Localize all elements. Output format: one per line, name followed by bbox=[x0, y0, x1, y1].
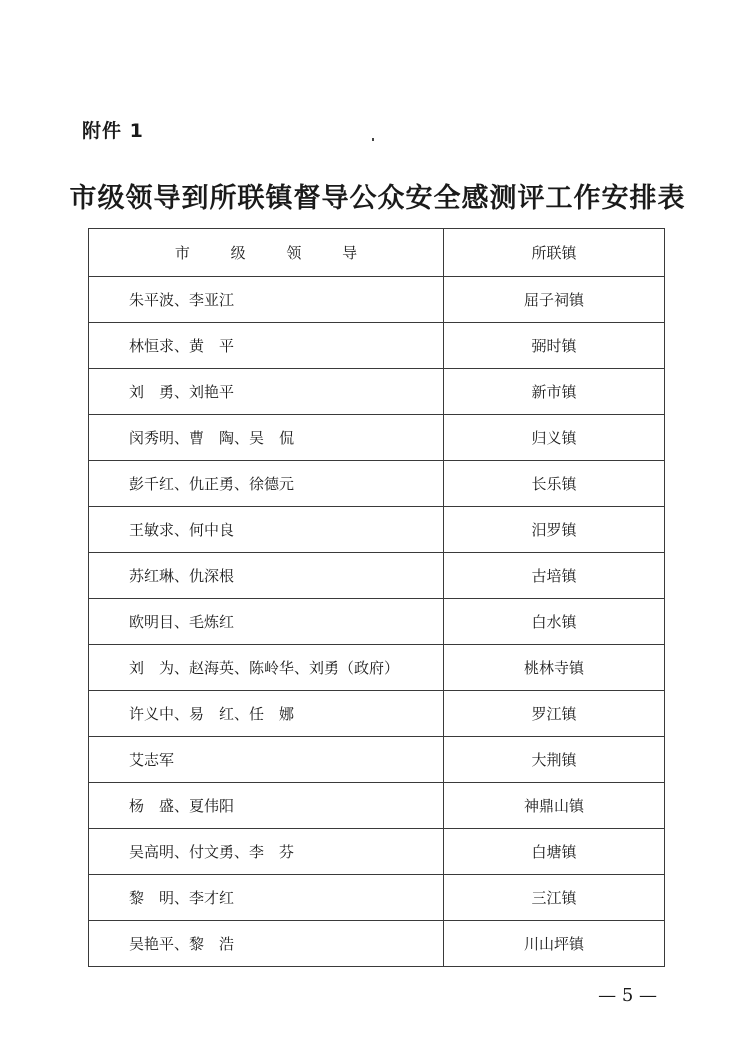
header-linked-town: 所联镇 bbox=[444, 229, 665, 277]
document-title: 市级领导到所联镇督导公众安全感测评工作安排表 bbox=[69, 183, 686, 214]
table-row bbox=[89, 323, 665, 369]
leader-names-cell: 彭千红、仇正勇、徐德元 bbox=[89, 461, 444, 507]
town-cell: 弼时镇 bbox=[444, 323, 665, 369]
page-number: — 5 — bbox=[598, 985, 657, 1006]
town-cell: 新市镇 bbox=[444, 369, 665, 415]
table-row bbox=[89, 369, 665, 415]
town-cell: 神鼎山镇 bbox=[444, 783, 665, 829]
town-cell: 屈子祠镇 bbox=[444, 277, 665, 323]
town-cell: 汨罗镇 bbox=[444, 507, 665, 553]
table-row bbox=[89, 921, 665, 967]
table-row bbox=[89, 599, 665, 645]
table-row bbox=[89, 553, 665, 599]
leader-names-cell: 许义中、易 红、任 娜 bbox=[89, 691, 444, 737]
table-row bbox=[89, 507, 665, 553]
town-cell: 归义镇 bbox=[444, 415, 665, 461]
leader-names-cell: 王敏求、何中良 bbox=[89, 507, 444, 553]
town-cell: 大荆镇 bbox=[444, 737, 665, 783]
table-row bbox=[89, 737, 665, 783]
header-city-leaders: 市 级 领 导 bbox=[89, 229, 444, 277]
table-row bbox=[89, 645, 665, 691]
town-cell: 白水镇 bbox=[444, 599, 665, 645]
table-row bbox=[89, 783, 665, 829]
leader-names-cell: 欧明目、毛炼红 bbox=[89, 599, 444, 645]
leader-names-cell: 杨 盛、夏伟阳 bbox=[89, 783, 444, 829]
leader-names-cell: 闵秀明、曹 陶、吴 侃 bbox=[89, 415, 444, 461]
leader-names-cell: 刘 勇、刘艳平 bbox=[89, 369, 444, 415]
table-row bbox=[89, 415, 665, 461]
attachment-label: 附件 1 bbox=[82, 120, 144, 142]
leader-names-cell: 刘 为、赵海英、陈岭华、刘勇（政府） bbox=[89, 645, 444, 691]
town-cell: 白塘镇 bbox=[444, 829, 665, 875]
leader-names-cell: 艾志军 bbox=[89, 737, 444, 783]
leader-names-cell: 林恒求、黄 平 bbox=[89, 323, 444, 369]
leader-names-cell: 吴高明、付文勇、李 芬 bbox=[89, 829, 444, 875]
leader-names-cell: 朱平波、李亚江 bbox=[89, 277, 444, 323]
table-row bbox=[89, 691, 665, 737]
town-cell: 桃林寺镇 bbox=[444, 645, 665, 691]
stray-mark bbox=[372, 138, 374, 141]
town-cell: 长乐镇 bbox=[444, 461, 665, 507]
leader-names-cell: 黎 明、李才红 bbox=[89, 875, 444, 921]
assignment-table bbox=[88, 228, 665, 967]
town-cell: 三江镇 bbox=[444, 875, 665, 921]
table-row bbox=[89, 277, 665, 323]
table-body bbox=[89, 277, 665, 967]
table-header-row bbox=[89, 229, 665, 277]
leader-names-cell: 苏红琳、仇深根 bbox=[89, 553, 444, 599]
leader-names-cell: 吴艳平、黎 浩 bbox=[89, 921, 444, 967]
table-row bbox=[89, 829, 665, 875]
table-row bbox=[89, 461, 665, 507]
town-cell: 川山坪镇 bbox=[444, 921, 665, 967]
town-cell: 罗江镇 bbox=[444, 691, 665, 737]
table-row bbox=[89, 875, 665, 921]
town-cell: 古培镇 bbox=[444, 553, 665, 599]
